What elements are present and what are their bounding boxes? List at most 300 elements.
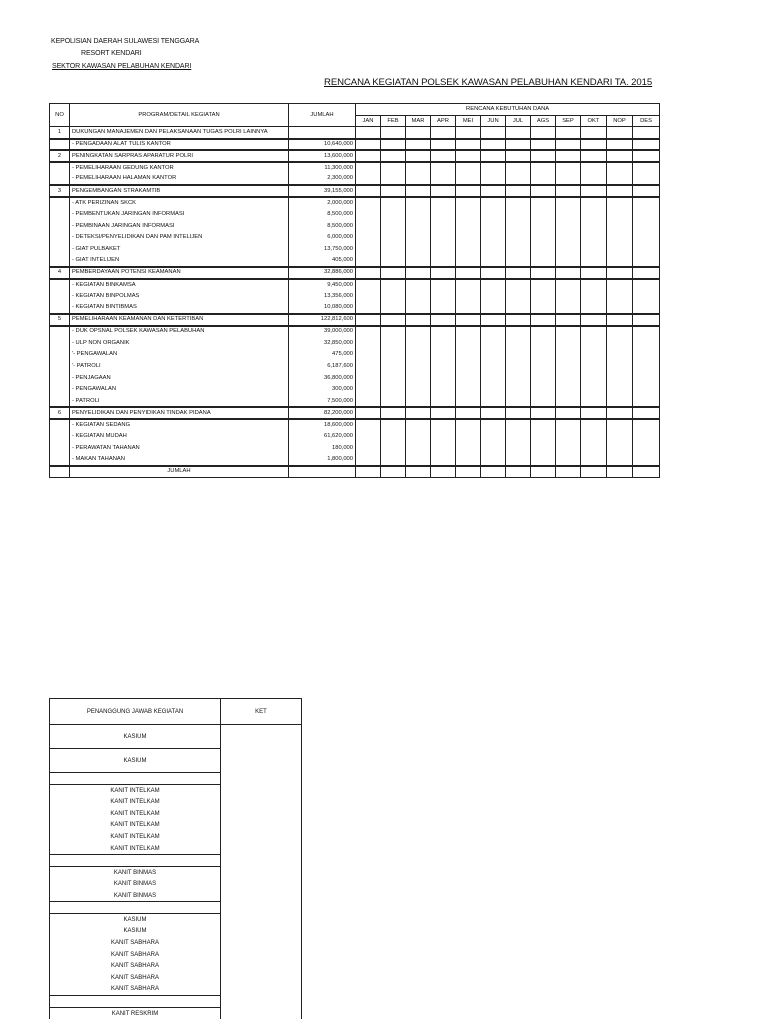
month-cell xyxy=(381,407,406,419)
activity-row xyxy=(50,326,660,338)
month-cell xyxy=(406,349,431,361)
row-number: 1 xyxy=(50,127,70,139)
month-cell xyxy=(431,267,456,279)
month-cell xyxy=(356,197,381,209)
month-cell xyxy=(506,255,531,267)
month-cell xyxy=(381,361,406,373)
month-cell xyxy=(481,419,506,431)
month-cell xyxy=(531,220,556,232)
responsibility-table xyxy=(49,698,302,1019)
month-cell xyxy=(531,372,556,384)
program-name: - KEGIATAN BINKAMSA xyxy=(70,279,289,291)
responsible-unit xyxy=(50,855,221,867)
month-cell xyxy=(381,185,406,197)
month-cell xyxy=(481,302,506,314)
program-name: - KEGIATAN MUDAH xyxy=(70,431,289,443)
row-number xyxy=(50,349,70,361)
total-amount xyxy=(289,466,356,478)
responsible-unit: KASIUM xyxy=(50,925,221,937)
activity-row xyxy=(50,396,660,408)
program-name: - PEMELIHARAAN HALAMAN KANTOR xyxy=(70,174,289,186)
month-cell xyxy=(607,419,633,431)
month-cell xyxy=(356,244,381,256)
month-cell xyxy=(633,302,660,314)
amount: 6,000,000 xyxy=(289,232,356,244)
month-cell xyxy=(356,232,381,244)
month-cell xyxy=(431,279,456,291)
month-cell xyxy=(581,442,607,454)
amount: 2,300,000 xyxy=(289,174,356,186)
month-cell xyxy=(456,197,481,209)
month-cell xyxy=(381,232,406,244)
month-cell xyxy=(456,291,481,303)
program-name: - PENGAWALAN xyxy=(70,384,289,396)
amount: 10,640,000 xyxy=(289,139,356,151)
month-cell xyxy=(556,372,581,384)
month-header: MEI xyxy=(456,115,481,127)
month-cell xyxy=(481,314,506,326)
program-name: - PENJAGAAN xyxy=(70,372,289,384)
amount: 61,620,000 xyxy=(289,431,356,443)
month-header: JAN xyxy=(356,115,381,127)
month-cell xyxy=(381,419,406,431)
month-cell xyxy=(531,349,556,361)
month-cell xyxy=(633,396,660,408)
month-cell xyxy=(406,185,431,197)
responsible-unit: KANIT RESKRIM xyxy=(50,1008,221,1020)
month-cell xyxy=(406,220,431,232)
ket-cell xyxy=(221,725,302,1020)
month-cell xyxy=(607,279,633,291)
month-cell xyxy=(556,326,581,338)
month-cell xyxy=(456,384,481,396)
month-cell xyxy=(633,139,660,151)
month-cell xyxy=(381,174,406,186)
month-cell xyxy=(406,466,431,478)
month-cell xyxy=(481,255,506,267)
row-number xyxy=(50,384,70,396)
month-cell xyxy=(506,326,531,338)
month-cell xyxy=(531,244,556,256)
month-cell xyxy=(431,209,456,221)
program-name: - MAKAN TAHANAN xyxy=(70,454,289,466)
header-institution: KEPOLISIAN DAERAH SULAWESI TENGGARA xyxy=(51,38,200,45)
month-cell xyxy=(581,127,607,139)
month-cell xyxy=(431,232,456,244)
month-cell xyxy=(406,127,431,139)
amount: 300,000 xyxy=(289,384,356,396)
month-cell xyxy=(531,255,556,267)
month-cell xyxy=(431,314,456,326)
program-name: - PEMELIHARAAN GEDUNG KANTOR xyxy=(70,162,289,174)
month-header: MAR xyxy=(406,115,431,127)
month-cell xyxy=(381,384,406,396)
responsible-unit: KANIT SABHARA xyxy=(50,937,221,949)
month-cell xyxy=(406,232,431,244)
month-cell xyxy=(506,431,531,443)
month-cell xyxy=(506,197,531,209)
month-cell xyxy=(633,232,660,244)
activity-row xyxy=(50,232,660,244)
month-cell xyxy=(556,291,581,303)
month-cell xyxy=(456,407,481,419)
month-cell xyxy=(431,466,456,478)
activity-row xyxy=(50,209,660,221)
month-cell xyxy=(581,396,607,408)
month-cell xyxy=(633,291,660,303)
month-cell xyxy=(581,232,607,244)
program-name: - PENGADAAN ALAT TULIS KANTOR xyxy=(70,139,289,151)
month-cell xyxy=(356,291,381,303)
month-cell xyxy=(531,407,556,419)
month-cell xyxy=(481,127,506,139)
month-cell xyxy=(431,162,456,174)
month-cell xyxy=(381,372,406,384)
program-name: PENYELIDIKAN DAN PENYIDIKAN TINDAK PIDANA xyxy=(70,407,289,419)
activity-row xyxy=(50,384,660,396)
responsible-unit: KANIT BINMAS xyxy=(50,867,221,879)
month-cell xyxy=(531,431,556,443)
month-cell xyxy=(381,302,406,314)
month-cell xyxy=(607,442,633,454)
month-cell xyxy=(406,174,431,186)
month-cell xyxy=(406,361,431,373)
month-cell xyxy=(406,209,431,221)
month-cell xyxy=(556,279,581,291)
month-cell xyxy=(356,220,381,232)
month-cell xyxy=(481,197,506,209)
month-cell xyxy=(381,431,406,443)
month-cell xyxy=(531,454,556,466)
month-cell xyxy=(633,209,660,221)
month-cell xyxy=(456,372,481,384)
month-cell xyxy=(531,302,556,314)
month-cell xyxy=(431,197,456,209)
row-number: 4 xyxy=(50,267,70,279)
month-cell xyxy=(531,442,556,454)
month-cell xyxy=(607,291,633,303)
month-cell xyxy=(633,454,660,466)
month-cell xyxy=(456,337,481,349)
program-name: - DETEKSI/PENYELIDIKAN DAN PAM INTELIJEN xyxy=(70,232,289,244)
month-cell xyxy=(456,349,481,361)
program-row xyxy=(50,314,660,326)
month-cell xyxy=(381,291,406,303)
month-cell xyxy=(633,361,660,373)
month-cell xyxy=(481,454,506,466)
month-cell xyxy=(506,150,531,162)
month-cell xyxy=(633,244,660,256)
month-cell xyxy=(633,349,660,361)
month-cell xyxy=(356,185,381,197)
month-cell xyxy=(633,442,660,454)
month-cell xyxy=(581,314,607,326)
month-cell xyxy=(581,431,607,443)
month-cell xyxy=(556,302,581,314)
month-cell xyxy=(356,349,381,361)
amount: 8,500,000 xyxy=(289,220,356,232)
month-cell xyxy=(406,454,431,466)
responsible-unit: KANIT INTELKAM xyxy=(50,808,221,820)
month-cell xyxy=(633,326,660,338)
month-cell xyxy=(633,431,660,443)
month-cell xyxy=(406,150,431,162)
row-number xyxy=(50,454,70,466)
month-cell xyxy=(633,267,660,279)
month-cell xyxy=(381,466,406,478)
program-row xyxy=(50,407,660,419)
month-cell xyxy=(607,302,633,314)
month-cell xyxy=(506,396,531,408)
month-cell xyxy=(531,232,556,244)
month-header: JUN xyxy=(481,115,506,127)
month-cell xyxy=(633,466,660,478)
month-cell xyxy=(581,267,607,279)
month-cell xyxy=(456,454,481,466)
month-cell xyxy=(431,220,456,232)
activity-plan-table xyxy=(49,103,660,478)
month-cell xyxy=(506,442,531,454)
month-cell xyxy=(456,431,481,443)
responsible-unit xyxy=(50,773,221,785)
month-cell xyxy=(356,466,381,478)
month-cell xyxy=(456,279,481,291)
responsible-unit: KANIT SABHARA xyxy=(50,949,221,961)
month-cell xyxy=(633,384,660,396)
row-number xyxy=(50,361,70,373)
month-cell xyxy=(607,337,633,349)
month-cell xyxy=(356,431,381,443)
month-cell xyxy=(381,127,406,139)
month-cell xyxy=(581,361,607,373)
month-header: APR xyxy=(431,115,456,127)
program-name: - DUK OPSNAL POLSEK KAWASAN PELABUHAN xyxy=(70,326,289,338)
month-cell xyxy=(556,466,581,478)
month-cell xyxy=(607,232,633,244)
activity-row xyxy=(50,302,660,314)
month-cell xyxy=(633,314,660,326)
month-cell xyxy=(431,396,456,408)
month-cell xyxy=(506,220,531,232)
amount: 32,886,000 xyxy=(289,267,356,279)
month-cell xyxy=(531,314,556,326)
month-cell xyxy=(506,454,531,466)
month-cell xyxy=(556,407,581,419)
month-cell xyxy=(581,197,607,209)
month-cell xyxy=(381,220,406,232)
month-cell xyxy=(607,255,633,267)
month-cell xyxy=(406,384,431,396)
month-cell xyxy=(607,326,633,338)
document-title: RENCANA KEGIATAN POLSEK KAWASAN PELABUHAN KENDARI TA. 2015 xyxy=(324,77,653,88)
month-cell xyxy=(456,326,481,338)
month-cell xyxy=(406,419,431,431)
month-cell xyxy=(531,185,556,197)
month-cell xyxy=(531,326,556,338)
month-cell xyxy=(456,396,481,408)
month-cell xyxy=(607,185,633,197)
month-cell xyxy=(556,337,581,349)
month-cell xyxy=(406,197,431,209)
month-cell xyxy=(607,244,633,256)
responsible-unit: KANIT SABHARA xyxy=(50,984,221,996)
program-name: PEMBERDAYAAN POTENSI KEAMANAN xyxy=(70,267,289,279)
month-cell xyxy=(356,361,381,373)
month-cell xyxy=(481,279,506,291)
month-cell xyxy=(381,454,406,466)
month-cell xyxy=(481,162,506,174)
month-cell xyxy=(356,255,381,267)
month-cell xyxy=(556,197,581,209)
month-cell xyxy=(506,466,531,478)
month-cell xyxy=(431,127,456,139)
month-cell xyxy=(456,255,481,267)
month-cell xyxy=(607,139,633,151)
responsible-unit xyxy=(50,902,221,914)
activity-row xyxy=(50,419,660,431)
activity-row xyxy=(50,174,660,186)
month-cell xyxy=(531,279,556,291)
month-cell xyxy=(506,291,531,303)
month-cell xyxy=(481,384,506,396)
month-cell xyxy=(506,372,531,384)
month-cell xyxy=(633,220,660,232)
month-cell xyxy=(506,337,531,349)
month-cell xyxy=(607,127,633,139)
month-cell xyxy=(607,431,633,443)
month-cell xyxy=(381,337,406,349)
program-name: - KEGIATAN BINTIBMAS xyxy=(70,302,289,314)
month-cell xyxy=(556,454,581,466)
month-cell xyxy=(633,127,660,139)
month-cell xyxy=(633,255,660,267)
month-cell xyxy=(581,174,607,186)
responsible-unit: KANIT INTELKAM xyxy=(50,843,221,855)
month-header: DES xyxy=(633,115,660,127)
total-label: JUMLAH xyxy=(70,466,289,478)
month-cell xyxy=(356,419,381,431)
month-cell xyxy=(607,162,633,174)
month-cell xyxy=(406,244,431,256)
month-cell xyxy=(356,442,381,454)
month-cell xyxy=(406,314,431,326)
month-cell xyxy=(406,302,431,314)
amount: 13,750,000 xyxy=(289,244,356,256)
month-cell xyxy=(506,162,531,174)
month-cell xyxy=(581,220,607,232)
total-row xyxy=(50,466,660,478)
month-cell xyxy=(581,255,607,267)
month-cell xyxy=(506,407,531,419)
month-cell xyxy=(481,232,506,244)
month-cell xyxy=(356,372,381,384)
month-cell xyxy=(431,384,456,396)
month-cell xyxy=(381,396,406,408)
month-cell xyxy=(607,384,633,396)
month-cell xyxy=(406,326,431,338)
month-cell xyxy=(607,174,633,186)
row-number xyxy=(50,442,70,454)
month-cell xyxy=(381,314,406,326)
month-cell xyxy=(481,466,506,478)
month-cell xyxy=(556,442,581,454)
month-cell xyxy=(581,407,607,419)
row-number xyxy=(50,139,70,151)
month-cell xyxy=(481,139,506,151)
month-cell xyxy=(633,150,660,162)
activity-row xyxy=(50,442,660,454)
activity-row xyxy=(50,255,660,267)
month-header: SEP xyxy=(556,115,581,127)
month-cell xyxy=(581,384,607,396)
month-cell xyxy=(481,431,506,443)
month-cell xyxy=(633,419,660,431)
month-cell xyxy=(556,267,581,279)
month-header: FEB xyxy=(381,115,406,127)
activity-row xyxy=(50,337,660,349)
program-name: - KEGIATAN SEDANG xyxy=(70,419,289,431)
activity-row xyxy=(50,279,660,291)
month-cell xyxy=(531,174,556,186)
month-cell xyxy=(406,396,431,408)
row-number xyxy=(50,372,70,384)
month-cell xyxy=(481,244,506,256)
month-cell xyxy=(531,139,556,151)
month-cell xyxy=(406,279,431,291)
month-cell xyxy=(531,384,556,396)
month-cell xyxy=(531,291,556,303)
month-cell xyxy=(633,174,660,186)
month-cell xyxy=(456,232,481,244)
responsible-unit: KANIT INTELKAM xyxy=(50,796,221,808)
header-sector: SEKTOR KAWASAN PELABUHAN KENDARI xyxy=(52,63,192,70)
row-number xyxy=(50,220,70,232)
month-cell xyxy=(581,302,607,314)
month-cell xyxy=(481,337,506,349)
month-cell xyxy=(556,139,581,151)
month-cell xyxy=(556,162,581,174)
month-cell xyxy=(607,150,633,162)
program-name: - GIAT PULBAKET xyxy=(70,244,289,256)
month-cell xyxy=(556,232,581,244)
row-number xyxy=(50,396,70,408)
month-cell xyxy=(581,454,607,466)
month-cell xyxy=(456,162,481,174)
row-number xyxy=(50,337,70,349)
month-cell xyxy=(581,466,607,478)
month-cell xyxy=(456,442,481,454)
program-name: '- PENGAWALAN xyxy=(70,349,289,361)
month-cell xyxy=(531,150,556,162)
month-cell xyxy=(556,127,581,139)
month-cell xyxy=(556,314,581,326)
month-cell xyxy=(506,244,531,256)
row-number: 5 xyxy=(50,314,70,326)
month-cell xyxy=(506,419,531,431)
month-cell xyxy=(481,396,506,408)
col-header-rencana: RENCANA KEBUTUHAN DANA xyxy=(356,104,660,116)
amount: 39,155,000 xyxy=(289,185,356,197)
program-name: - KEGIATAN BINPOLMAS xyxy=(70,291,289,303)
month-cell xyxy=(531,337,556,349)
month-cell xyxy=(581,291,607,303)
month-header: OKT xyxy=(581,115,607,127)
amount: 13,356,000 xyxy=(289,291,356,303)
responsible-unit: KANIT SABHARA xyxy=(50,972,221,984)
month-cell xyxy=(456,127,481,139)
month-cell xyxy=(431,419,456,431)
month-cell xyxy=(381,442,406,454)
